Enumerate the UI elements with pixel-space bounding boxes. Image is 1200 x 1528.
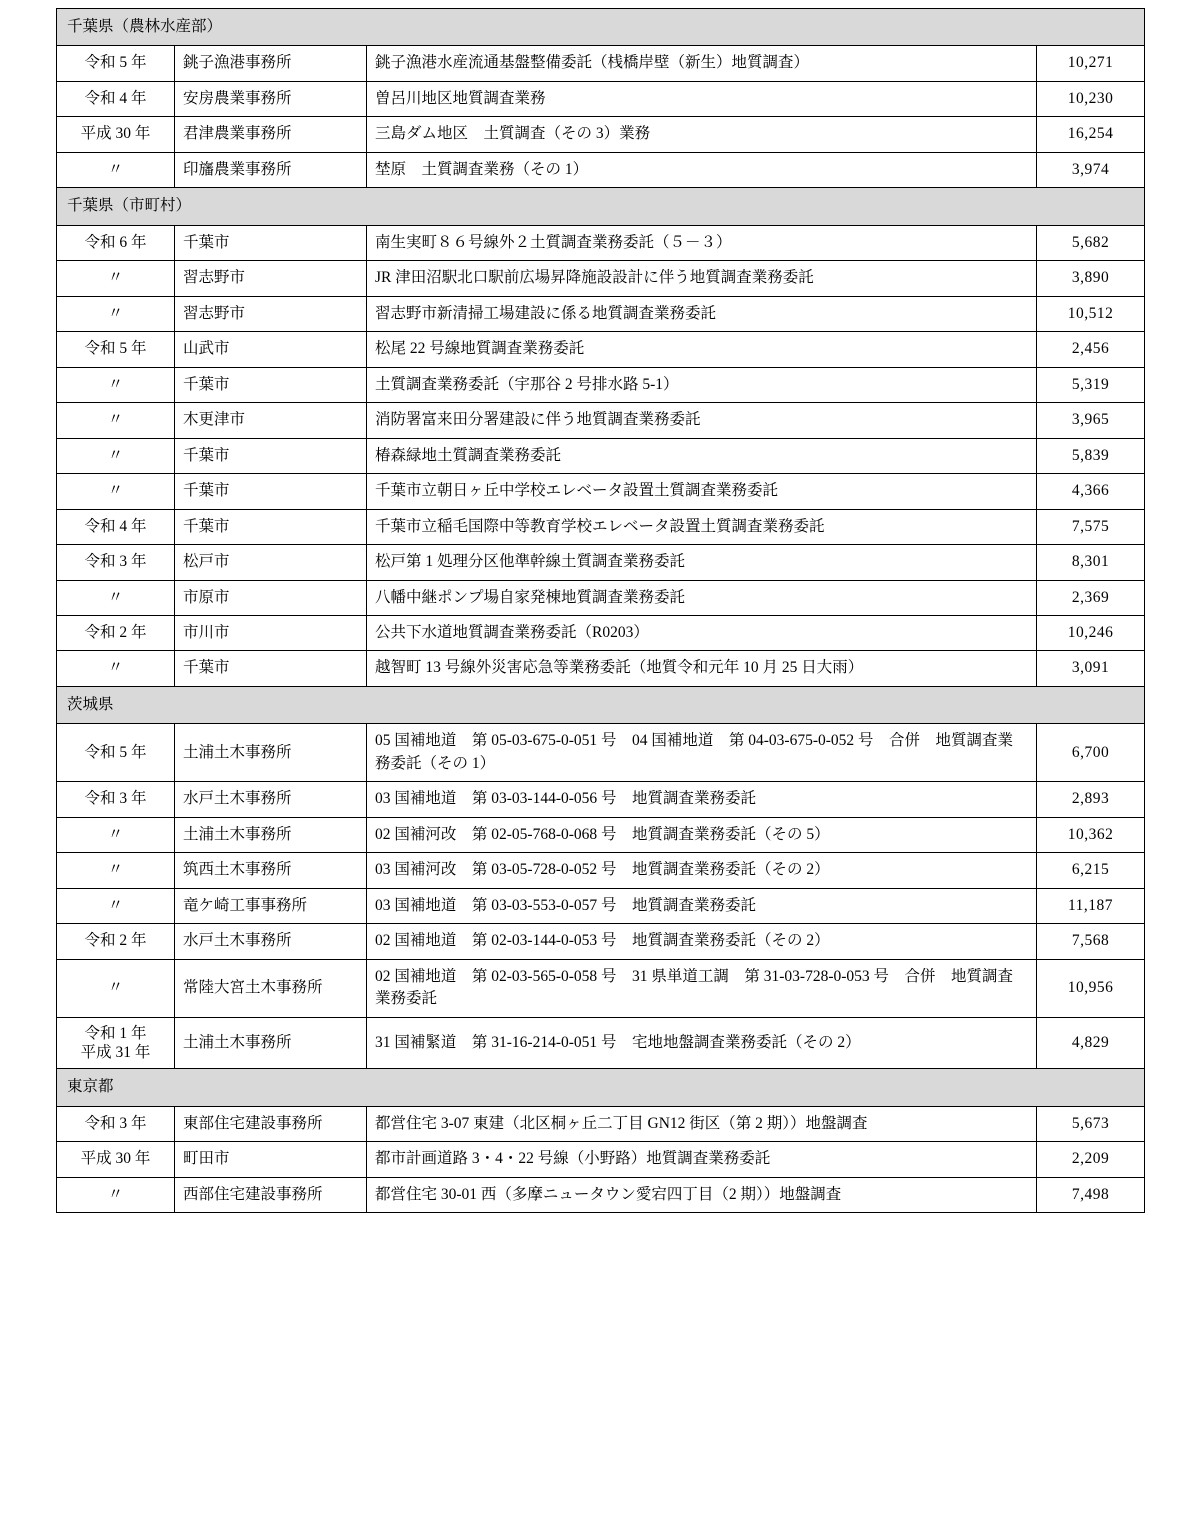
fiscal-year-line-2: 平成 31 年 — [80, 1043, 151, 1061]
table-row — [57, 782, 1145, 817]
cell-project-title: 習志野市新清掃工場建設に係る地質調査業務委託 — [367, 296, 1037, 331]
cell-amount: 2,893 — [1037, 782, 1145, 817]
cell-fiscal-year: 令和 3 年 — [57, 1106, 175, 1141]
cell-office-name: 千葉市 — [175, 651, 367, 686]
cell-amount: 3,974 — [1037, 152, 1145, 187]
cell-office-name: 習志野市 — [175, 296, 367, 331]
cell-amount: 8,301 — [1037, 545, 1145, 580]
cell-amount: 5,839 — [1037, 438, 1145, 473]
table-row — [57, 959, 1145, 1017]
cell-project-title: 02 国補河改 第 02-05-768-0-068 号 地質調査業務委託（その 5） — [367, 817, 1037, 852]
cell-fiscal-year: 令和 3 年 — [57, 545, 175, 580]
cell-fiscal-year: 〃 — [57, 403, 175, 438]
cell-fiscal-year: 〃 — [57, 474, 175, 509]
cell-fiscal-year: 〃 — [57, 296, 175, 331]
cell-fiscal-year: 令和 2 年 — [57, 615, 175, 650]
table-row — [57, 81, 1145, 116]
cell-amount: 4,366 — [1037, 474, 1145, 509]
cell-office-name: 土浦土木事務所 — [175, 817, 367, 852]
table-row — [57, 367, 1145, 402]
cell-project-title: 都市計画道路 3・4・22 号線（小野路）地質調査業務委託 — [367, 1142, 1037, 1177]
cell-amount: 2,456 — [1037, 332, 1145, 367]
table-row — [57, 724, 1145, 782]
table-row — [57, 1017, 1145, 1069]
section-header-row — [57, 9, 1145, 46]
table-row — [57, 1142, 1145, 1177]
cell-amount: 2,369 — [1037, 580, 1145, 615]
section-header-label: 千葉県（市町村） — [57, 188, 1145, 225]
table-row — [57, 817, 1145, 852]
cell-office-name: 千葉市 — [175, 474, 367, 509]
cell-fiscal-year: 〃 — [57, 817, 175, 852]
cell-amount: 7,498 — [1037, 1177, 1145, 1212]
section-header-row — [57, 686, 1145, 723]
cell-office-name: 山武市 — [175, 332, 367, 367]
cell-amount: 7,575 — [1037, 509, 1145, 544]
table-row — [57, 403, 1145, 438]
cell-fiscal-year — [57, 1017, 175, 1069]
cell-fiscal-year: 平成 30 年 — [57, 1142, 175, 1177]
cell-fiscal-year: 〃 — [57, 152, 175, 187]
cell-project-title: 松戸第 1 処理分区他準幹線土質調査業務委託 — [367, 545, 1037, 580]
cell-office-name: 町田市 — [175, 1142, 367, 1177]
cell-project-title: 03 国補河改 第 03-05-728-0-052 号 地質調査業務委託（その 2） — [367, 853, 1037, 888]
cell-project-title: 南生実町８６号線外２土質調査業務委託（５－３） — [367, 225, 1037, 260]
cell-office-name: 木更津市 — [175, 403, 367, 438]
cell-project-title: 都営住宅 3-07 東建（北区桐ヶ丘二丁目 GN12 街区（第 2 期））地盤調査 — [367, 1106, 1037, 1141]
cell-project-title: 消防署富来田分署建設に伴う地質調査業務委託 — [367, 403, 1037, 438]
table-row — [57, 1177, 1145, 1212]
section-header-row — [57, 188, 1145, 225]
cell-project-title: 千葉市立朝日ヶ丘中学校エレベータ設置土質調査業務委託 — [367, 474, 1037, 509]
cell-project-title: 公共下水道地質調査業務委託（R0203） — [367, 615, 1037, 650]
cell-office-name: 筑西土木事務所 — [175, 853, 367, 888]
cell-fiscal-year: 〃 — [57, 888, 175, 923]
cell-project-title: 03 国補地道 第 03-03-144-0-056 号 地質調査業務委託 — [367, 782, 1037, 817]
table-row — [57, 853, 1145, 888]
table-row — [57, 545, 1145, 580]
cell-fiscal-year: 〃 — [57, 438, 175, 473]
cell-fiscal-year: 令和 5 年 — [57, 332, 175, 367]
cell-fiscal-year: 〃 — [57, 959, 175, 1017]
cell-office-name: 千葉市 — [175, 438, 367, 473]
cell-project-title: 八幡中継ポンプ場自家発棟地質調査業務委託 — [367, 580, 1037, 615]
table-row — [57, 615, 1145, 650]
cell-fiscal-year: 令和 4 年 — [57, 509, 175, 544]
section-header-label: 千葉県（農林水産部） — [57, 9, 1145, 46]
cell-amount: 11,187 — [1037, 888, 1145, 923]
table-row — [57, 225, 1145, 260]
cell-office-name: 安房農業事務所 — [175, 81, 367, 116]
cell-amount: 2,209 — [1037, 1142, 1145, 1177]
project-records-table — [56, 8, 1145, 1213]
cell-fiscal-year: 令和 5 年 — [57, 46, 175, 81]
cell-office-name: 東部住宅建設事務所 — [175, 1106, 367, 1141]
cell-office-name: 土浦土木事務所 — [175, 724, 367, 782]
cell-office-name: 水戸土木事務所 — [175, 924, 367, 959]
cell-amount: 6,700 — [1037, 724, 1145, 782]
table-row — [57, 117, 1145, 152]
table-row — [57, 152, 1145, 187]
section-header-label: 東京都 — [57, 1069, 1145, 1106]
table-row — [57, 438, 1145, 473]
cell-fiscal-year: 〃 — [57, 853, 175, 888]
fiscal-year-line-1: 令和 1 年 — [84, 1024, 147, 1042]
cell-amount: 10,512 — [1037, 296, 1145, 331]
cell-amount: 6,215 — [1037, 853, 1145, 888]
cell-amount: 5,319 — [1037, 367, 1145, 402]
cell-project-title: 土質調査業務委託（宇那谷 2 号排水路 5-1） — [367, 367, 1037, 402]
cell-project-title: 曽呂川地区地質調査業務 — [367, 81, 1037, 116]
cell-amount: 10,271 — [1037, 46, 1145, 81]
cell-office-name: 常陸大宮土木事務所 — [175, 959, 367, 1017]
section-header-label: 茨城県 — [57, 686, 1145, 723]
cell-amount: 10,246 — [1037, 615, 1145, 650]
cell-fiscal-year: 令和 3 年 — [57, 782, 175, 817]
cell-amount: 4,829 — [1037, 1017, 1145, 1069]
table-row — [57, 1106, 1145, 1141]
cell-project-title: 越智町 13 号線外災害応急等業務委託（地質令和元年 10 月 25 日大雨） — [367, 651, 1037, 686]
cell-amount: 5,673 — [1037, 1106, 1145, 1141]
cell-fiscal-year: 令和 4 年 — [57, 81, 175, 116]
cell-office-name: 習志野市 — [175, 261, 367, 296]
cell-project-title: 02 国補地道 第 02-03-144-0-053 号 地質調査業務委託（その 2） — [367, 924, 1037, 959]
cell-fiscal-year: 〃 — [57, 580, 175, 615]
cell-amount: 7,568 — [1037, 924, 1145, 959]
table-row — [57, 296, 1145, 331]
cell-fiscal-year: 〃 — [57, 261, 175, 296]
cell-fiscal-year: 平成 30 年 — [57, 117, 175, 152]
table-row — [57, 509, 1145, 544]
cell-project-title: 松尾 22 号線地質調査業務委託 — [367, 332, 1037, 367]
cell-office-name: 水戸土木事務所 — [175, 782, 367, 817]
cell-office-name: 土浦土木事務所 — [175, 1017, 367, 1069]
cell-fiscal-year: 〃 — [57, 367, 175, 402]
cell-amount: 3,091 — [1037, 651, 1145, 686]
cell-project-title: 三島ダム地区 土質調査（その 3）業務 — [367, 117, 1037, 152]
cell-office-name: 千葉市 — [175, 367, 367, 402]
table-body — [57, 9, 1145, 1213]
table-row — [57, 261, 1145, 296]
cell-project-title: 椿森緑地土質調査業務委託 — [367, 438, 1037, 473]
cell-project-title: 31 国補緊道 第 31-16-214-0-051 号 宅地地盤調査業務委託（その 2） — [367, 1017, 1037, 1069]
table-row — [57, 332, 1145, 367]
cell-office-name: 銚子漁港事務所 — [175, 46, 367, 81]
cell-project-title: 銚子漁港水産流通基盤整備委託（桟橋岸壁（新生）地質調査） — [367, 46, 1037, 81]
cell-amount: 10,362 — [1037, 817, 1145, 852]
cell-fiscal-year: 令和 2 年 — [57, 924, 175, 959]
cell-amount: 3,890 — [1037, 261, 1145, 296]
cell-project-title: 03 国補地道 第 03-03-553-0-057 号 地質調査業務委託 — [367, 888, 1037, 923]
table-row — [57, 924, 1145, 959]
table-row — [57, 651, 1145, 686]
cell-project-title: 02 国補地道 第 02-03-565-0-058 号 31 県単道工調 第 31-03-728-0-053 号 合併 地質調査業務委託 — [367, 959, 1037, 1017]
cell-office-name: 君津農業事務所 — [175, 117, 367, 152]
cell-project-title: 都営住宅 30-01 西（多摩ニュータウン愛宕四丁目（2 期））地盤調査 — [367, 1177, 1037, 1212]
cell-office-name: 印旛農業事務所 — [175, 152, 367, 187]
cell-amount: 5,682 — [1037, 225, 1145, 260]
cell-office-name: 市原市 — [175, 580, 367, 615]
cell-office-name: 竜ケ崎工事事務所 — [175, 888, 367, 923]
cell-amount: 10,956 — [1037, 959, 1145, 1017]
cell-amount: 16,254 — [1037, 117, 1145, 152]
cell-amount: 3,965 — [1037, 403, 1145, 438]
cell-office-name: 西部住宅建設事務所 — [175, 1177, 367, 1212]
table-row — [57, 474, 1145, 509]
table-row — [57, 580, 1145, 615]
cell-fiscal-year: 令和 5 年 — [57, 724, 175, 782]
cell-fiscal-year: 〃 — [57, 651, 175, 686]
cell-office-name: 千葉市 — [175, 225, 367, 260]
cell-project-title: 千葉市立稲毛国際中等教育学校エレベータ設置土質調査業務委託 — [367, 509, 1037, 544]
cell-office-name: 千葉市 — [175, 509, 367, 544]
cell-office-name: 松戸市 — [175, 545, 367, 580]
table-row — [57, 888, 1145, 923]
table-row — [57, 46, 1145, 81]
cell-project-title: JR 津田沼駅北口駅前広場昇降施設設計に伴う地質調査業務委託 — [367, 261, 1037, 296]
cell-fiscal-year: 令和 6 年 — [57, 225, 175, 260]
cell-office-name: 市川市 — [175, 615, 367, 650]
cell-fiscal-year: 〃 — [57, 1177, 175, 1212]
cell-project-title: 05 国補地道 第 05-03-675-0-051 号 04 国補地道 第 04-03-675-0-052 号 合併 地質調査業務委託（その 1） — [367, 724, 1037, 782]
cell-amount: 10,230 — [1037, 81, 1145, 116]
cell-project-title: 埜原 土質調査業務（その 1） — [367, 152, 1037, 187]
section-header-row — [57, 1069, 1145, 1106]
